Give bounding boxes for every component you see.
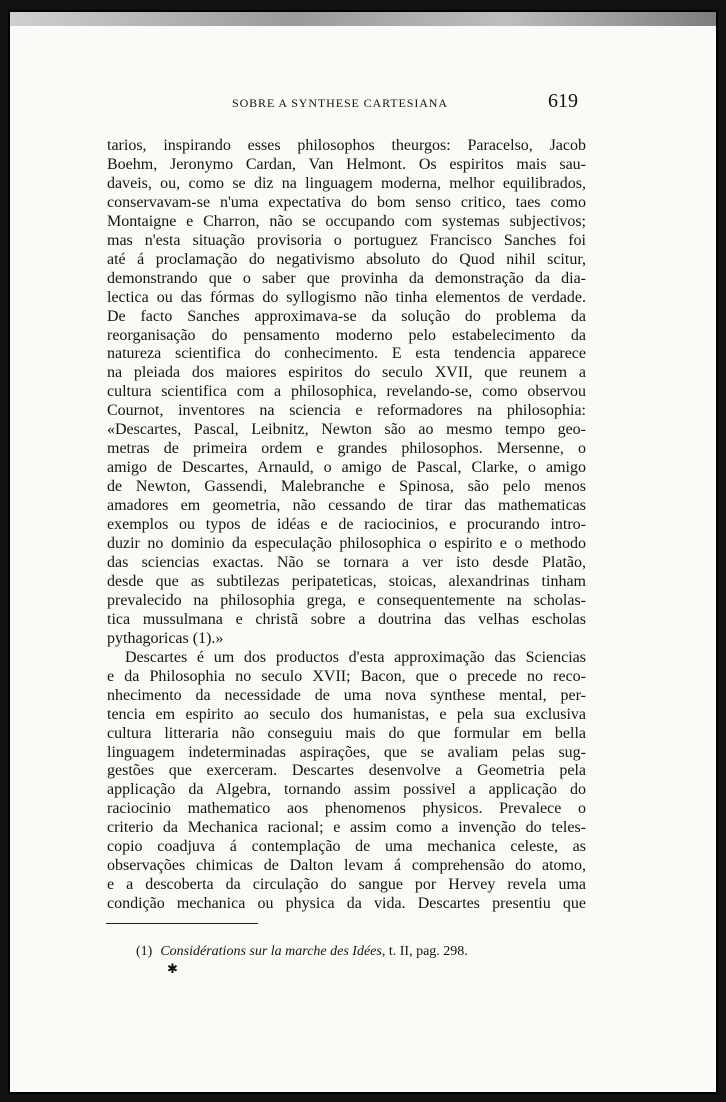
book-page	[8, 10, 718, 1094]
text-line: e a descoberta da circulação do sangue por Hervey revela uma	[107, 876, 586, 894]
text-line: pythagoricas (1).»	[107, 629, 224, 647]
text-line: conservavam-se n'uma expectativa do bom senso critico, taes como	[107, 193, 586, 211]
text-line: copio coadjuva á contemplação de uma mechanica celeste, as	[107, 838, 586, 856]
text-line: raciocinio mathematico aos phenomenos physicos. Prevalece o	[107, 800, 586, 818]
text-line: mas n'esta situação provisoria o portuguez Francisco Sanches foi	[107, 231, 586, 249]
text-line: Montaigne e Charron, não se occupando com systemas subjectivos;	[107, 212, 586, 230]
page-number: 619	[548, 90, 578, 112]
scan-edge	[10, 12, 716, 26]
text-line: linguagem indeterminadas aspirações, que se avaliam pelas sug-	[107, 743, 586, 761]
text-line: Cournot, inventores na sciencia e reformadores na philosophia:	[107, 402, 586, 420]
text-line: natureza scientifica do conhecimento. E esta tendencia apparece	[107, 345, 586, 363]
running-title: SOBRE A SYNTHESE CARTESIANA	[232, 96, 448, 110]
footnote	[136, 944, 468, 960]
text-line: nhecimento da necessidade de uma nova synthese mental, per-	[107, 686, 586, 704]
text-line: De facto Sanches approximava-se da solução do problema da	[107, 307, 586, 325]
text-line: das sciencias exactas. Não se tornara a ver isto desde Platão,	[107, 553, 586, 571]
text-line: tencia em espirito ao seculo dos humanistas, e pela sua exclusiva	[107, 705, 586, 723]
text-line: demonstrando que o saber que provinha da demonstração da dia-	[107, 269, 586, 287]
text-line: cultura scientifica com a philosophica, revelando-se, como observou	[107, 383, 586, 401]
text-line: metras de primeira ordem e grandes philosophos. Mersenne, o	[107, 440, 586, 458]
text-line: cultura litteraria não conseguiu mais do que formular em bella	[107, 724, 586, 742]
footnote-citation: t. II, pag. 298.	[388, 944, 468, 959]
text-line: tica mussulmana e christã sobre a doutrina das velhas escholas	[107, 610, 586, 628]
text-line: tarios, inspirando esses philosophos theurgos: Paracelso, Jacob	[107, 137, 586, 154]
text-line: «Descartes, Pascal, Leibnitz, Newton são ao mesmo tempo geo-	[107, 421, 586, 439]
text-line: exemplos ou typos de idéas e de raciocinios, e procurando intro-	[107, 516, 586, 534]
text-line: Boehm, Jeronymo Cardan, Van Helmont. Os espiritos mais sau-	[107, 155, 586, 173]
signature-mark: ✱	[167, 962, 178, 977]
text-line: e da Philosophia no seculo XVII; Bacon, que o precede no reco-	[107, 667, 586, 685]
text-line: Descartes é um dos productos d'esta approximação das Sciencias	[125, 648, 586, 666]
footnote-marker: (1)	[136, 944, 153, 959]
text-line: até á proclamação do negativismo absoluto do Quod nihil scitur,	[107, 250, 586, 268]
text-line: na pleiada dos maiores espiritos do seculo XVII, que reunem a	[107, 364, 586, 382]
text-line: condição mechanica ou physica da vida. Descartes presentiu que	[107, 895, 586, 913]
text-line: observações chimicas de Dalton levam á comprehensão do atomo,	[107, 857, 586, 875]
text-line: criterio da Mechanica racional; e assim como a invenção do teles-	[107, 819, 586, 837]
text-line: amigo de Descartes, Arnauld, o amigo de Pascal, Clarke, o amigo	[107, 459, 586, 477]
footnote-title: Considérations sur la marche des Idées,	[160, 944, 386, 959]
text-line: reorganisação do pensamento moderno pelo estabelecimento da	[107, 326, 586, 344]
footnote-divider	[106, 923, 258, 924]
text-line: de Newton, Gassendi, Malebranche e Spinosa, são pelo menos	[107, 478, 586, 496]
text-line: gestões que exerceram. Descartes desenvolve a Geometria pela	[107, 762, 586, 780]
text-line: prevalecido na philosophia grega, e consequentemente na scholas-	[107, 591, 586, 609]
text-line: lectica ou das fórmas do syllogismo não tinha elementos de verdade.	[107, 288, 586, 306]
text-line: applicação da Algebra, tornando assim possivel a applicação do	[107, 781, 586, 799]
text-line: daveis, ou, como se diz na linguagem moderna, melhor equilibrados,	[107, 174, 586, 192]
main-text	[107, 137, 586, 914]
text-line: duzir no dominio da especulação philosophica o espirito e o methodo	[107, 535, 586, 553]
text-line: amadores em geometria, não cessando de tirar das mathematicas	[107, 497, 586, 515]
text-line: desde que as subtilezas peripateticas, stoicas, alexandrinas tinham	[107, 572, 586, 590]
